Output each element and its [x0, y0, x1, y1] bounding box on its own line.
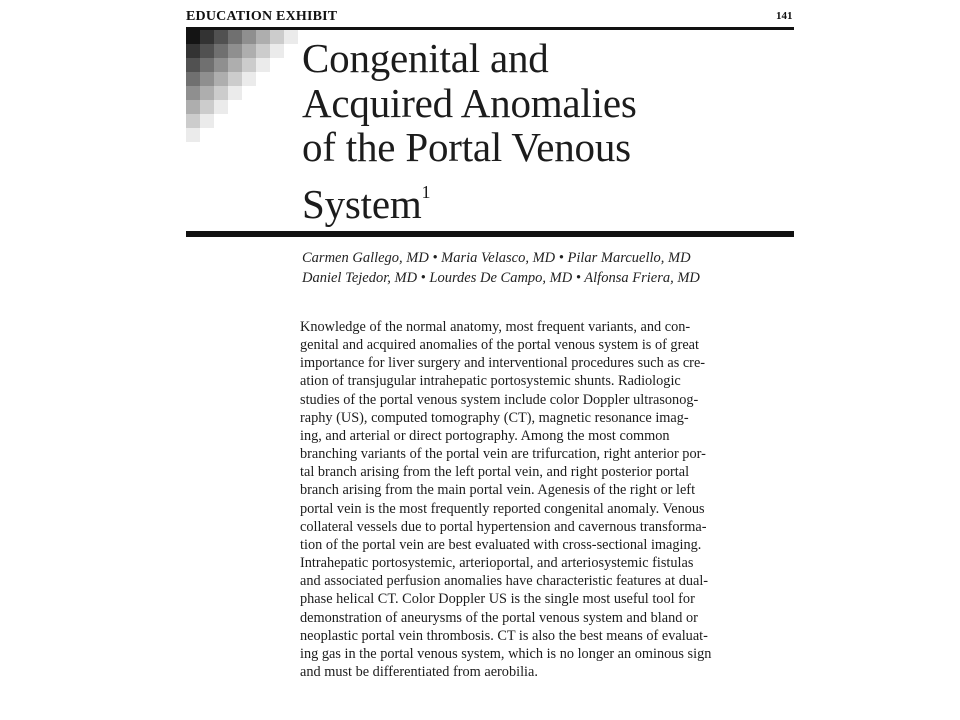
bottom-rule [186, 231, 794, 237]
gradient-cell [186, 100, 200, 114]
gradient-cell [186, 44, 200, 58]
gradient-cell [242, 72, 256, 86]
page-number: 141 [776, 10, 793, 22]
gradient-cell [228, 72, 242, 86]
abstract-line: raphy (US), computed tomography (CT), magnetic resonance imag- [300, 409, 689, 426]
gradient-cell [186, 128, 200, 142]
gradient-cell [228, 58, 242, 72]
gradient-cell [186, 30, 200, 44]
abstract-line: tal branch arising from the left portal vein, and right posterior portal [300, 464, 690, 481]
abstract-line: Intrahepatic portosystemic, arterioportal, and arteriosystemic fistulas [300, 555, 694, 572]
gradient-cell [200, 86, 214, 100]
abstract-line: and associated perfusion anomalies have characteristic features at dual- [300, 573, 709, 590]
gradient-cell [214, 100, 228, 114]
gradient-cell [242, 44, 256, 58]
author-line: Daniel Tejedor, MD • Lourdes De Campo, MD • Alfonsa Friera, MD [302, 270, 700, 286]
gradient-cell [186, 86, 200, 100]
gradient-cell [200, 44, 214, 58]
gradient-cell [242, 58, 256, 72]
gradient-cell [228, 30, 242, 44]
gradient-cell [186, 114, 200, 128]
abstract-line: neoplastic portal vein thrombosis. CT is also the best means of evaluat- [300, 627, 708, 644]
gradient-cell [200, 30, 214, 44]
author-line: Carmen Gallego, MD • Maria Velasco, MD • Pilar Marcuello, MD [302, 250, 691, 266]
abstract-line: ing gas in the portal venous system, which is no longer an ominous sign [300, 645, 712, 662]
title-line: of the Portal Venous [302, 124, 631, 170]
title-line: System [302, 180, 422, 227]
gradient-cell [256, 58, 270, 72]
author-list [302, 248, 792, 288]
gradient-cell [214, 72, 228, 86]
gradient-cell [284, 30, 298, 44]
abstract-line: branching variants of the portal vein are trifurcation, right anterior por- [300, 446, 706, 463]
abstract-line: phase helical CT. Color Doppler US is the single most useful tool for [300, 591, 695, 608]
gradient-cell [256, 44, 270, 58]
abstract-line: branch arising from the main portal vein. Agenesis of the right or left [300, 482, 696, 499]
gradient-cell [200, 58, 214, 72]
title-footnote-marker: 1 [421, 181, 431, 202]
gradient-cell [214, 86, 228, 100]
gradient-cell [228, 86, 242, 100]
title-line: Acquired Anomalies [302, 79, 637, 126]
gradient-decoration [186, 30, 298, 142]
abstract-line: ing, and arterial or direct portography. Among the most common [300, 427, 670, 444]
gradient-cell [214, 58, 228, 72]
section-label: EDUCATION EXHIBIT [186, 9, 338, 24]
gradient-cell [242, 30, 256, 44]
gradient-cell [186, 72, 200, 86]
abstract [300, 318, 792, 681]
abstract-line: portal vein is the most frequently reported congenital anomaly. Venous [300, 500, 705, 517]
abstract-line: and must be differentiated from aerobilia. [300, 663, 538, 680]
abstract-line: ation of transjugular intrahepatic portosystemic shunts. Radiologic [300, 373, 681, 390]
gradient-cell [200, 114, 214, 128]
gradient-cell [228, 44, 242, 58]
article-title [302, 36, 782, 226]
gradient-cell [270, 44, 284, 58]
abstract-line: importance for liver surgery and interventional procedures such as cre- [300, 355, 706, 372]
gradient-cell [214, 30, 228, 44]
abstract-line: studies of the portal venous system include color Doppler ultrasonog- [300, 391, 699, 408]
abstract-line: demonstration of aneurysms of the portal venous system and bland or [300, 609, 698, 626]
gradient-cell [200, 72, 214, 86]
abstract-line: collateral vessels due to portal hypertension and cavernous transforma- [300, 518, 707, 535]
gradient-cell [186, 58, 200, 72]
abstract-line: genital and acquired anomalies of the portal venous system is of great [300, 337, 700, 354]
gradient-cell [256, 30, 270, 44]
abstract-line: Knowledge of the normal anatomy, most frequent variants, and con- [300, 319, 691, 335]
gradient-cell [214, 44, 228, 58]
title-line: Congenital and [302, 35, 549, 81]
gradient-cell [200, 100, 214, 114]
abstract-line: tion of the portal vein are best evaluated with cross-sectional imaging. [300, 536, 702, 553]
gradient-cell [270, 30, 284, 44]
